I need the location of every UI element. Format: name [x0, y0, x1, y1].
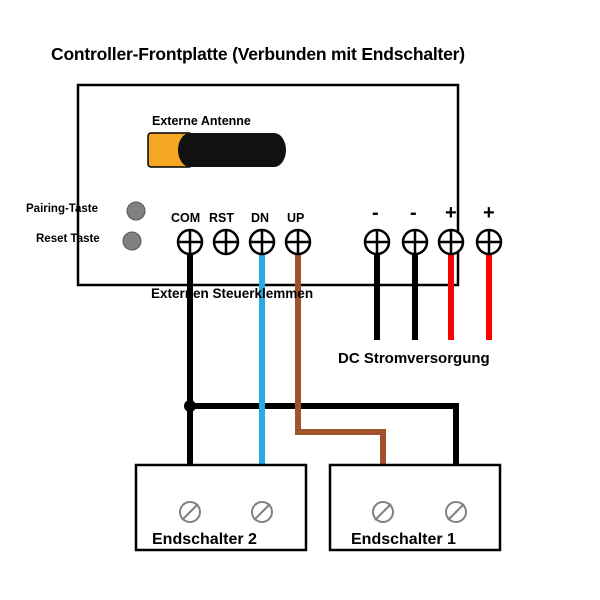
control-terminals-caption: Externen Steuerklemmen	[151, 286, 314, 301]
wire-junction-dot	[184, 400, 196, 412]
limit-switch-2-screw-left[interactable]	[180, 502, 200, 522]
terminal-screw-up[interactable]	[286, 230, 310, 254]
terminal-screw-pos-1[interactable]	[439, 230, 463, 254]
pairing-button-label: Pairing-Taste	[26, 203, 98, 215]
power-label-neg-1: -	[372, 202, 379, 224]
limit-switch-1-label: Endschalter 1	[351, 531, 456, 548]
power-label-neg-2: -	[410, 202, 417, 224]
terminal-label-up: UP	[287, 211, 305, 225]
terminal-screw-dn[interactable]	[250, 230, 274, 254]
page-title: Controller-Frontplatte (Verbunden mit Endschalter)	[51, 44, 465, 64]
limit-switch-2-screw-right[interactable]	[252, 502, 272, 522]
terminal-screw-pos-2[interactable]	[477, 230, 501, 254]
terminal-label-com: COM	[171, 211, 201, 225]
pairing-button-dot[interactable]	[127, 202, 145, 220]
reset-button-label: Reset Taste	[36, 233, 100, 245]
power-label-pos-2: +	[483, 202, 495, 224]
terminal-label-rst: RST	[209, 211, 234, 225]
limit-switch-1-screw-left[interactable]	[373, 502, 393, 522]
terminal-label-dn: DN	[251, 211, 270, 225]
power-label-pos-1: +	[445, 202, 457, 224]
reset-button-dot[interactable]	[123, 232, 141, 250]
limit-switch-1-screw-right[interactable]	[446, 502, 466, 522]
antenna-label: Externe Antenne	[152, 114, 251, 128]
limit-switch-2-label: Endschalter 2	[152, 531, 257, 548]
external-antenna-icon	[148, 133, 286, 167]
terminal-screw-neg-1[interactable]	[365, 230, 389, 254]
power-supply-caption: DC Stromversorgung	[338, 350, 490, 367]
terminal-screw-com[interactable]	[178, 230, 202, 254]
terminal-screw-rst[interactable]	[214, 230, 238, 254]
terminal-screw-neg-2[interactable]	[403, 230, 427, 254]
controller-panel-outline	[78, 85, 458, 285]
